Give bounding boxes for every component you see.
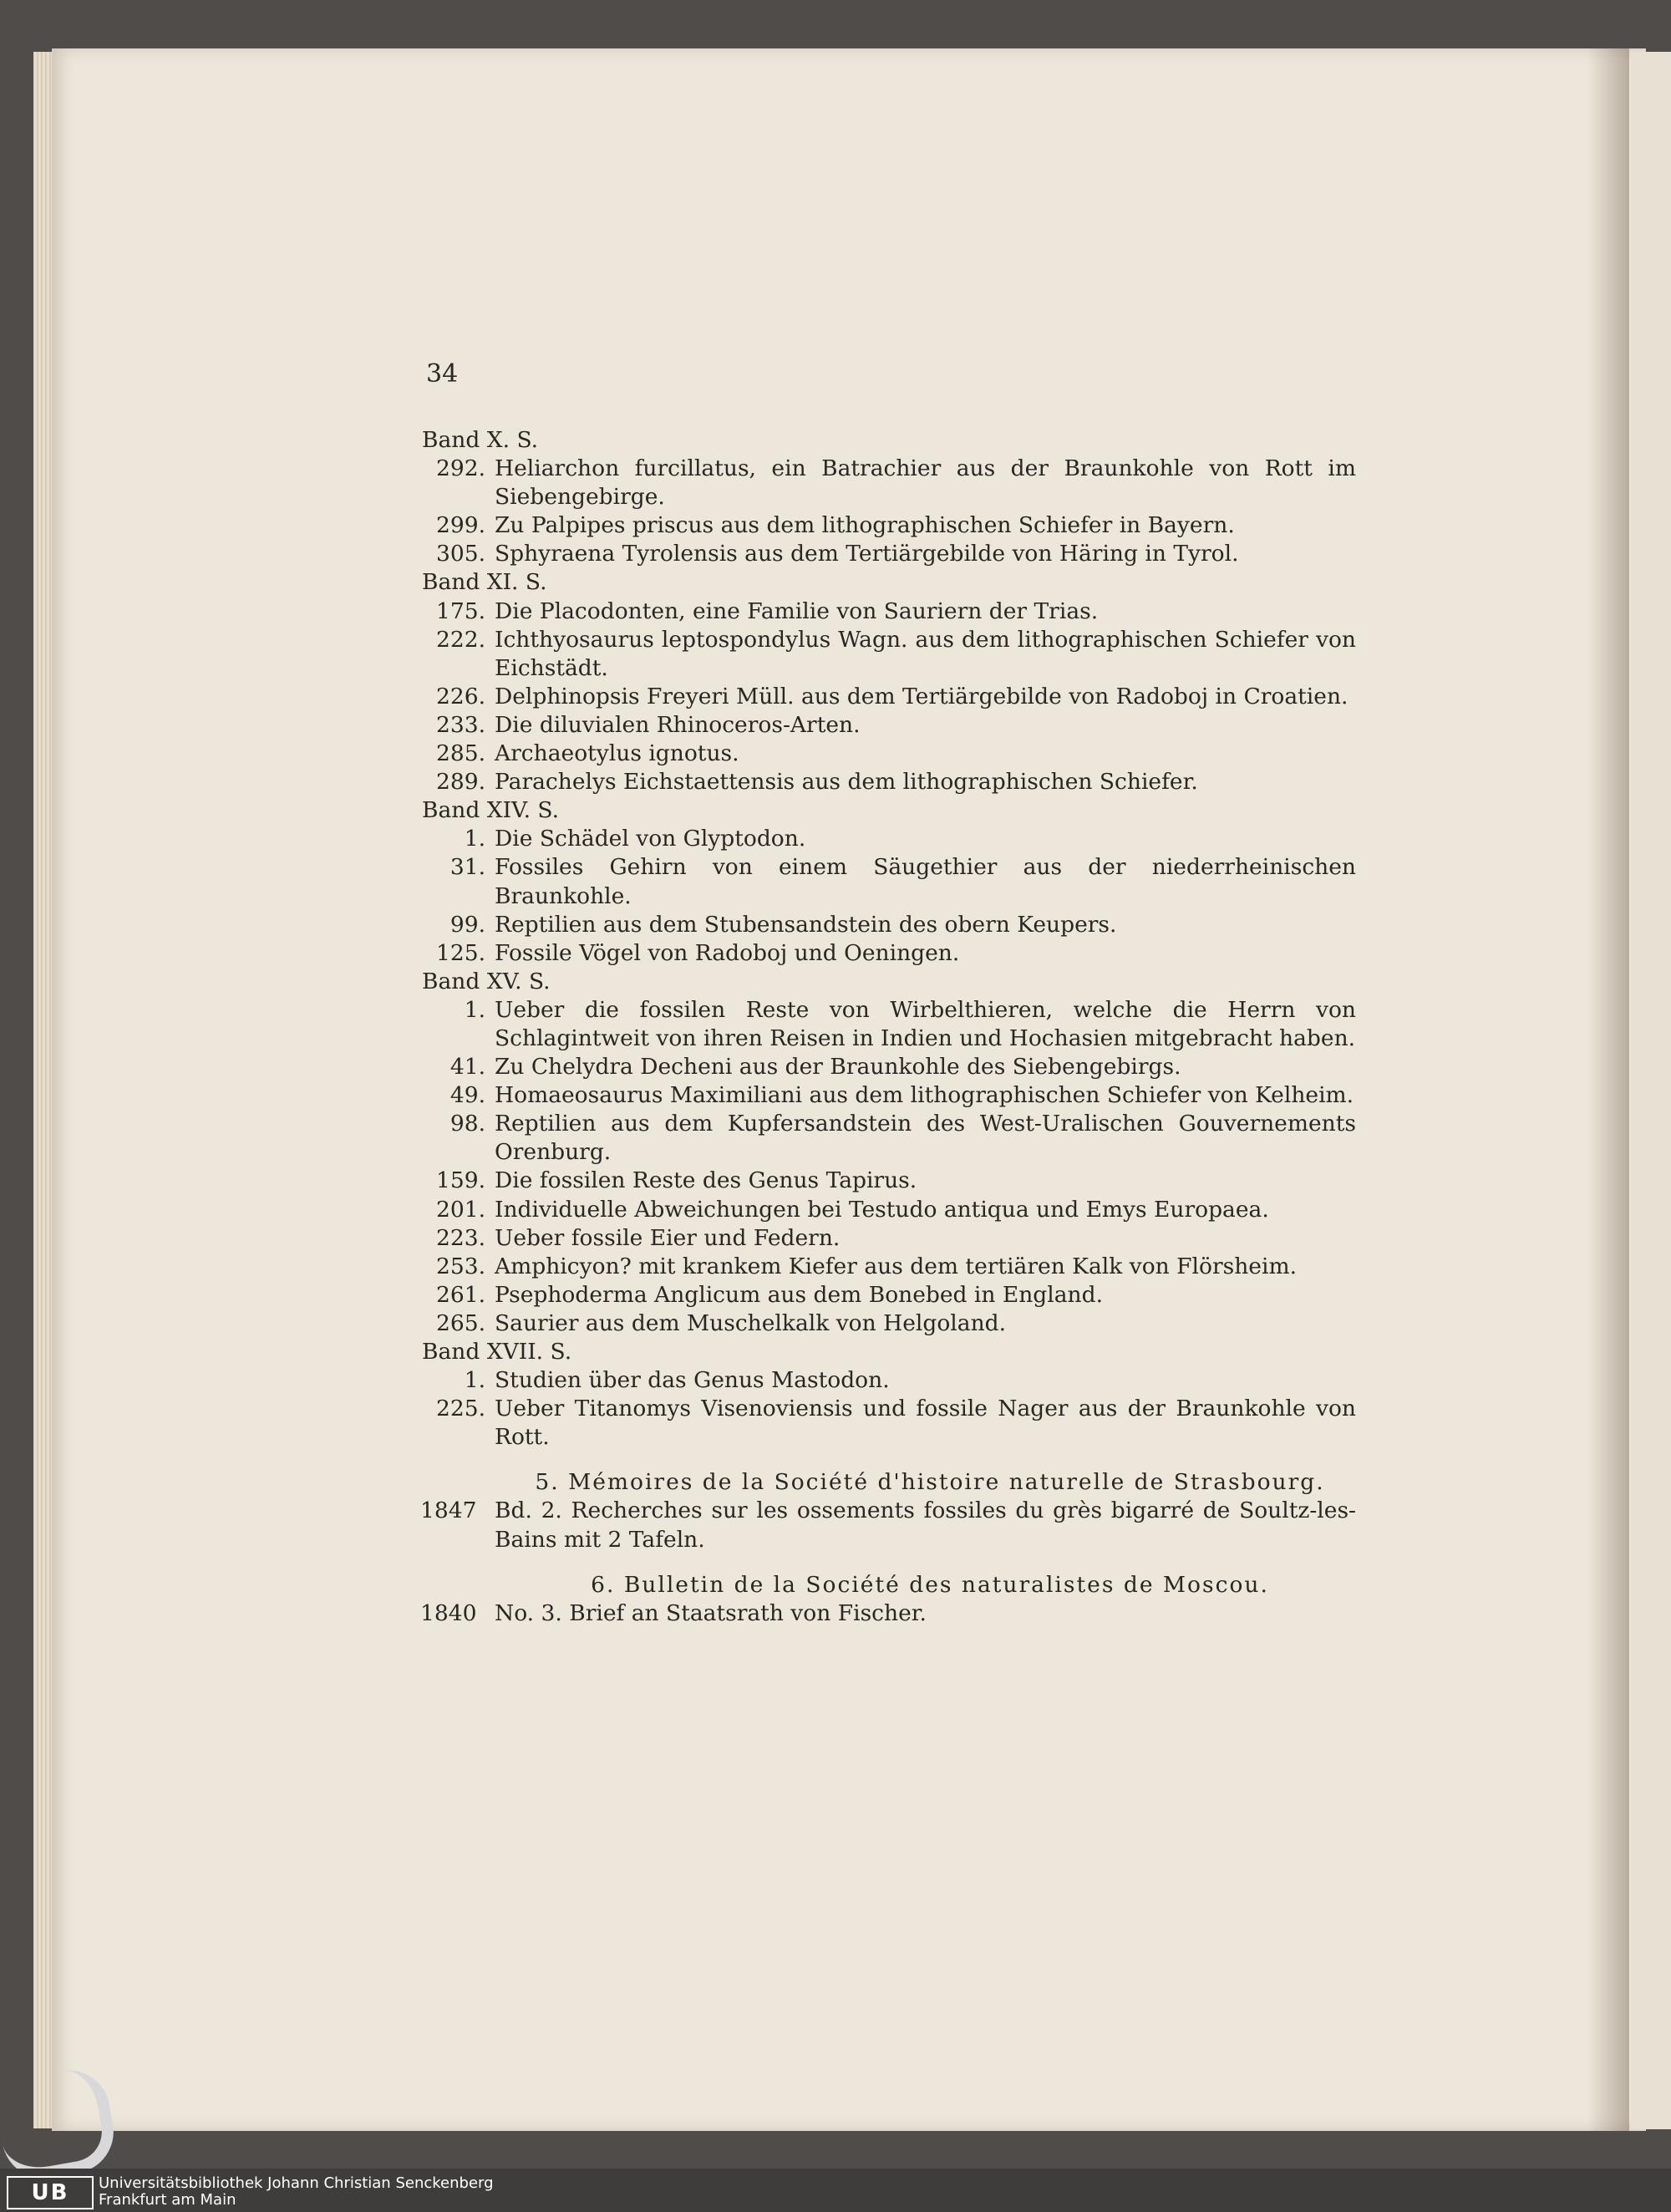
entry-page: 159. <box>435 1167 485 1194</box>
list-item <box>420 1167 1356 1195</box>
entry-title: Sphyraena Tyrolensis aus dem Tertiärgebilde von Häring in Tyrol. <box>495 541 1239 567</box>
publication-number: 6. <box>591 1571 616 1598</box>
entry-title: Homaeosaurus Maximiliani aus dem lithographischen Schiefer von Kelheim. <box>495 1082 1354 1109</box>
volume-heading: Band XIV. S. <box>422 797 560 824</box>
list-item <box>420 1309 1356 1338</box>
entry-title: Reptilien aus dem Stubensandstein des obern Keupers. <box>495 911 1117 938</box>
entry-title: Zu Chelydra Decheni aus der Braunkohle des Siebengebirgs. <box>495 1054 1181 1081</box>
list-item <box>420 1253 1356 1281</box>
entry-page: 41. <box>449 1054 485 1081</box>
entry-title: Individuelle Abweichungen bei Testudo antiqua und Emys Europaea. <box>495 1196 1269 1223</box>
list-item <box>420 711 1356 740</box>
entry-year: 1840 <box>420 1599 477 1626</box>
volume-heading: Band XVII. S. <box>422 1339 572 1365</box>
volume-heading: Band X. S. <box>422 427 539 453</box>
entry-page: 225. <box>435 1396 485 1422</box>
publication-heading <box>420 1571 1356 1599</box>
entry-title: Die Schädel von Glyptodon. <box>495 826 806 852</box>
volume-heading: Band XV. S. <box>422 968 551 994</box>
publication-title: Mémoires de la Société d'histoire naturelle de Strasbourg. <box>568 1469 1325 1496</box>
entry-page: 98. <box>449 1111 485 1137</box>
list-item <box>420 1081 1356 1110</box>
entry-title: Ueber Titanomys Visenoviensis und fossile Nager aus der Braunkohle von Rott. <box>495 1396 1356 1451</box>
entry-title: Psephoderma Anglicum aus dem Bonebed in England. <box>495 1281 1103 1308</box>
list-item <box>420 853 1356 910</box>
entry-page: 222. <box>435 626 485 653</box>
list-item <box>420 1281 1356 1309</box>
list-item <box>420 996 1356 1053</box>
library-city: Frankfurt am Main <box>99 2191 236 2209</box>
list-item <box>420 1599 1356 1628</box>
list-item <box>420 683 1356 711</box>
ub-logo: UB <box>7 2176 94 2209</box>
entry-page: 292. <box>435 455 485 482</box>
entry-page: 299. <box>435 512 485 539</box>
list-item <box>420 740 1356 768</box>
entry-page: 99. <box>449 911 485 938</box>
list-item <box>420 597 1356 626</box>
list-item <box>420 1395 1356 1452</box>
publication-heading <box>420 1468 1356 1497</box>
entry-title: Fossiles Gehirn von einem Säugethier aus der niederrheinischen Braunkohle. <box>495 854 1356 909</box>
entry-title: Ichthyosaurus leptospondylus Wagn. aus dem lithographischen Schiefer von Eichstädt. <box>495 626 1356 681</box>
publication-number: 5. <box>535 1469 560 1496</box>
entry-title: Delphinopsis Freyeri Müll. aus dem Tertiärgebilde von Radoboj in Croatien. <box>495 683 1348 709</box>
entry-title: Die Placodonten, eine Familie von Sauriern der Trias. <box>495 597 1099 624</box>
entry-title: Archaeotylus ignotus. <box>495 740 739 767</box>
entry-title: Studien über das Genus Mastodon. <box>495 1367 890 1394</box>
entry-title: Die diluvialen Rhinoceros-Arten. <box>495 711 861 738</box>
list-item <box>420 1110 1356 1167</box>
entry-page: 223. <box>435 1224 485 1251</box>
entry-title: No. 3. Brief an Staatsrath von Fischer. <box>495 1599 927 1626</box>
entry-page: 226. <box>435 683 485 709</box>
entry-page: 175. <box>435 597 485 624</box>
entry-title: Ueber die fossilen Reste von Wirbelthieren, welche die Herrn von Schlagintweit von ihren Reisen in Indien und Hochasien mitgebracht haben. <box>495 996 1356 1051</box>
entry-page: 261. <box>435 1281 485 1308</box>
entry-title: Saurier aus dem Muschelkalk von Helgoland. <box>495 1309 1007 1336</box>
entry-page: 31. <box>449 854 485 881</box>
library-name: Universitätsbibliothek Johann Christian Senckenberg <box>99 2174 494 2192</box>
spine-shadow <box>1587 48 1629 2131</box>
entry-title: Parachelys Eichstaettensis aus dem lithographischen Schiefer. <box>495 769 1198 796</box>
entry-page: 125. <box>435 939 485 966</box>
facing-page-edge <box>1631 52 1671 2129</box>
entry-page: 265. <box>435 1309 485 1336</box>
entry-title: Amphicyon? mit krankem Kiefer aus dem tertiären Kalk von Flörsheim. <box>495 1253 1298 1279</box>
entry-page: 233. <box>435 711 485 738</box>
entry-title: Ueber fossile Eier und Federn. <box>495 1224 841 1251</box>
entry-title: Fossile Vögel von Radoboj und Oeningen. <box>495 939 960 966</box>
bibliography-list <box>420 426 1356 1628</box>
entry-page: 253. <box>435 1253 485 1279</box>
entry-page: 285. <box>435 740 485 767</box>
list-item <box>420 825 1356 853</box>
list-item <box>420 626 1356 683</box>
entry-title: Die fossilen Reste des Genus Tapirus. <box>495 1167 917 1194</box>
list-item <box>420 768 1356 796</box>
volume-heading: Band XI. S. <box>422 569 547 596</box>
list-item <box>420 1497 1356 1553</box>
list-item <box>420 1053 1356 1081</box>
list-item <box>420 939 1356 968</box>
publication-title: Bulletin de la Société des naturalistes de Moscou. <box>623 1571 1269 1598</box>
entry-page: 1. <box>464 826 485 852</box>
entry-year: 1847 <box>420 1498 477 1524</box>
entry-page: 289. <box>435 769 485 796</box>
entry-page: 1. <box>464 1367 485 1394</box>
list-item <box>420 1224 1356 1253</box>
entry-page: 1. <box>464 996 485 1023</box>
list-item <box>420 511 1356 540</box>
list-item <box>420 1196 1356 1224</box>
list-item <box>420 540 1356 568</box>
list-item <box>420 1366 1356 1395</box>
entry-title: Bd. 2. Recherches sur les ossements fossiles du grès bigarré de Soultz-les-Bains mit 2 Tafeln. <box>495 1498 1356 1553</box>
entry-page: 201. <box>435 1196 485 1223</box>
list-item <box>420 455 1356 511</box>
page-number: 34 <box>426 359 459 389</box>
entry-page: 305. <box>435 541 485 567</box>
entry-title: Zu Palpipes priscus aus dem lithographischen Schiefer in Bayern. <box>495 512 1235 539</box>
entry-title: Heliarchon furcillatus, ein Batrachier aus der Braunkohle von Rott im Siebengebirge. <box>495 455 1356 511</box>
entry-title: Reptilien aus dem Kupfersandstein des West-Uralischen Gouvernements Orenburg. <box>495 1111 1356 1166</box>
list-item <box>420 911 1356 939</box>
entry-page: 49. <box>449 1082 485 1109</box>
